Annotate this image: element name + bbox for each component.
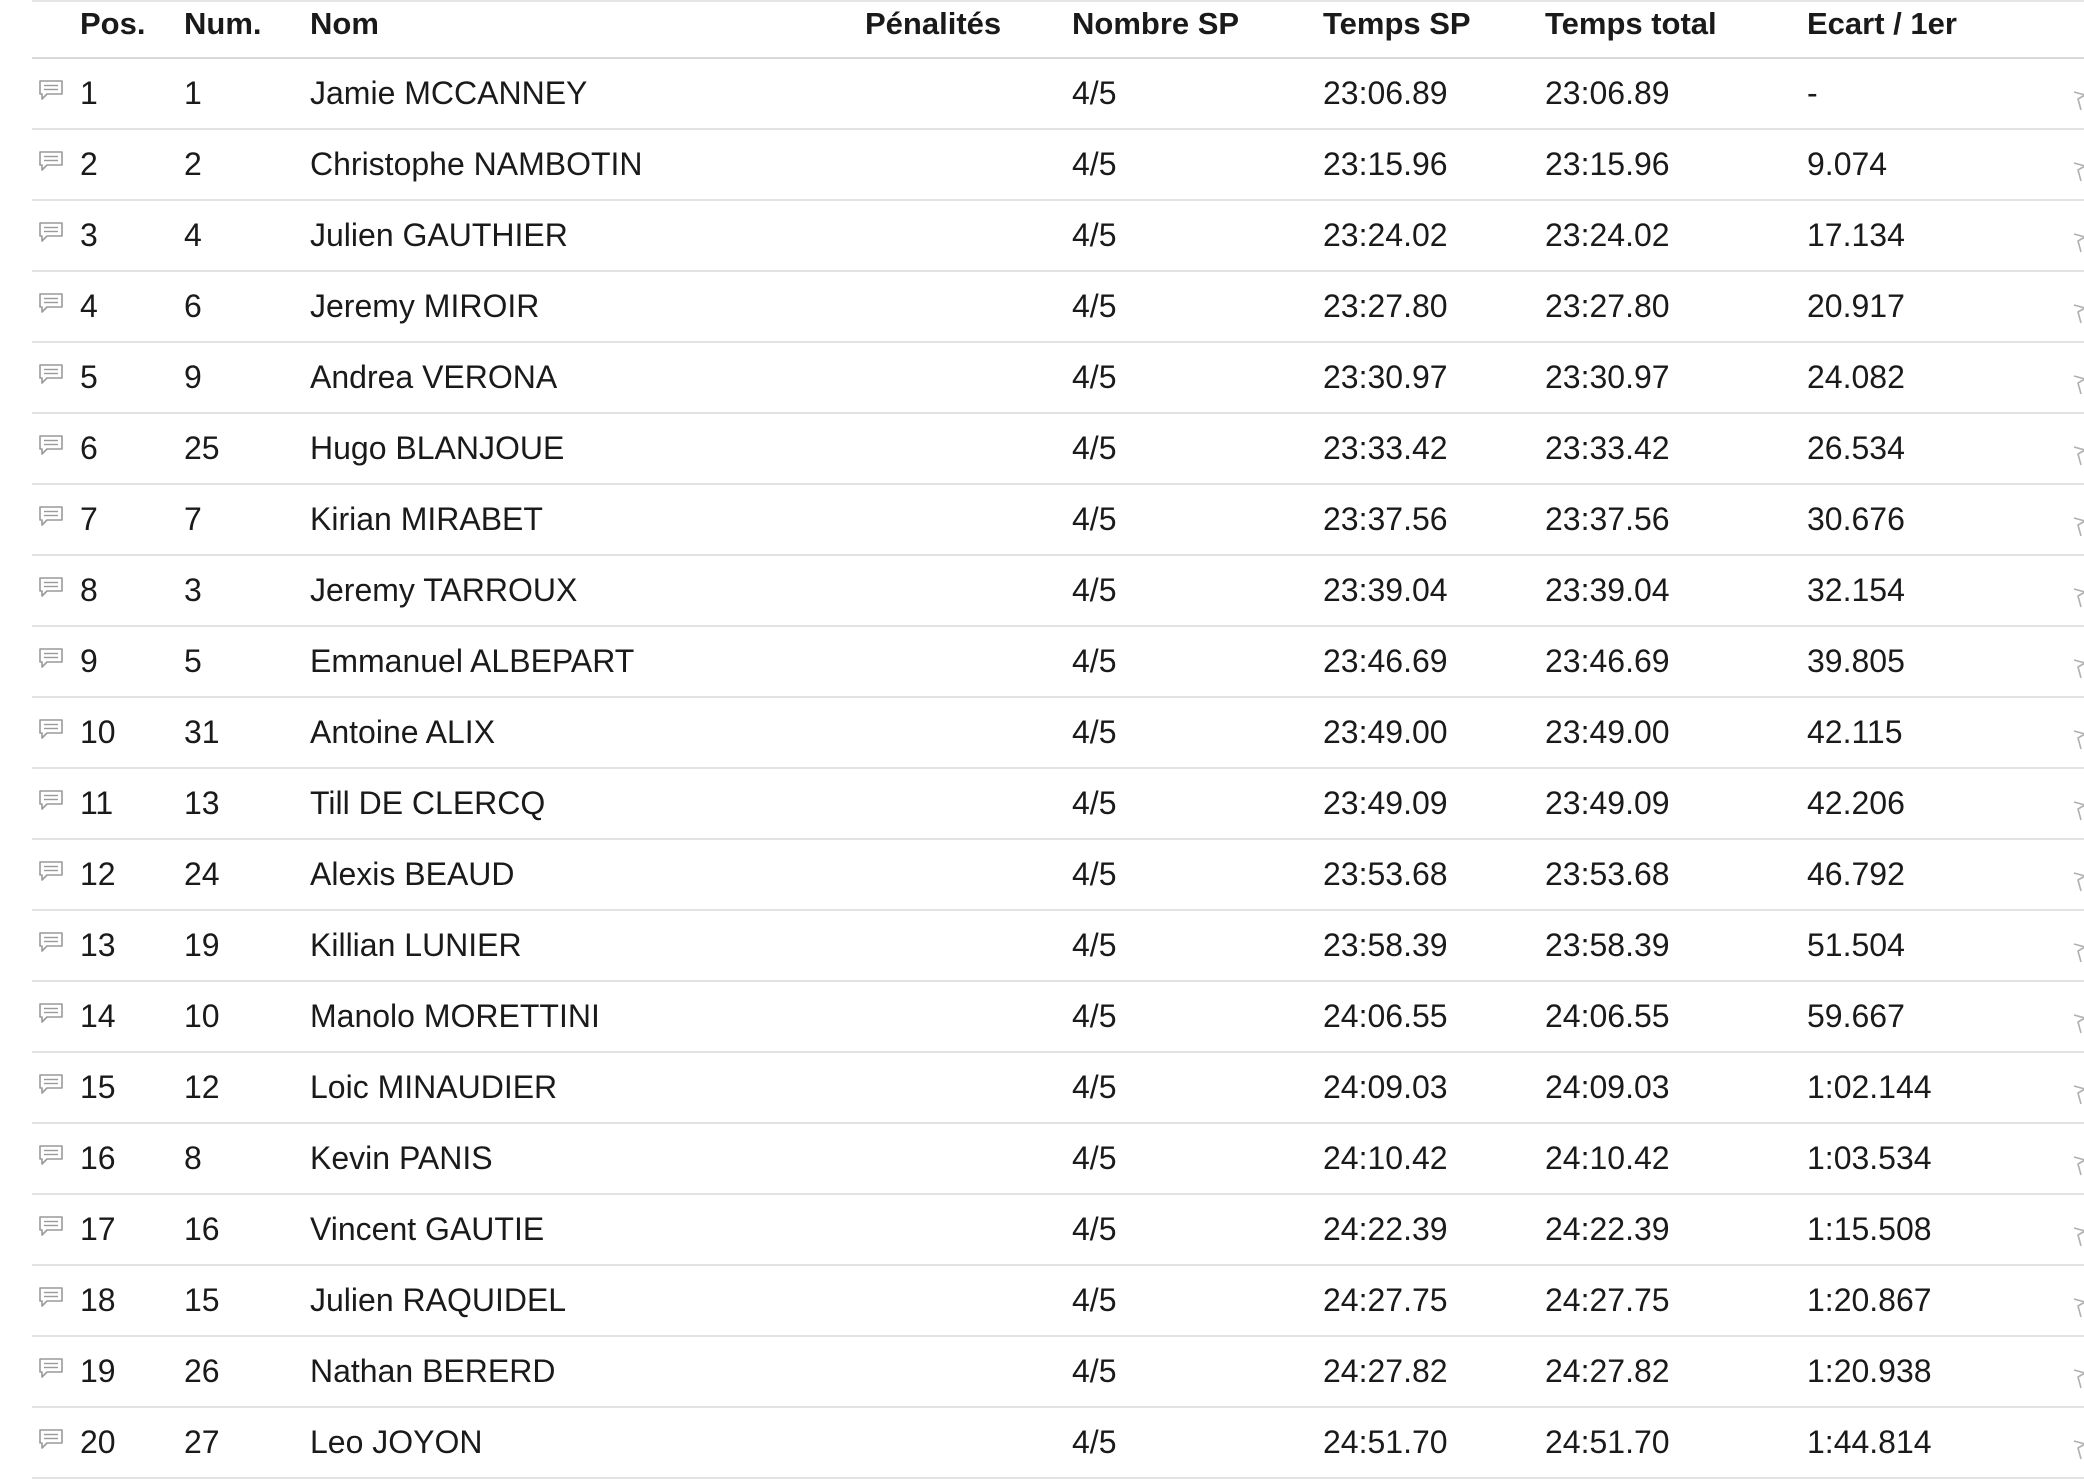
star-icon[interactable] — [2072, 586, 2084, 610]
comment-icon[interactable] — [38, 1002, 64, 1024]
cell-num: 19 — [184, 927, 220, 963]
table-row[interactable] — [32, 627, 2084, 698]
cell-temps-sp: 23:49.00 — [1323, 714, 1448, 750]
table-row[interactable] — [32, 59, 2084, 130]
cell-pos: 5 — [80, 359, 98, 395]
cell-temps-total: 23:37.56 — [1545, 501, 1670, 537]
cell-nom[interactable]: Alexis BEAUD — [310, 856, 515, 892]
cell-nombre-sp: 4/5 — [1072, 430, 1117, 466]
cell-temps-total: 24:06.55 — [1545, 998, 1670, 1034]
comment-icon[interactable] — [38, 718, 64, 740]
star-icon[interactable] — [2072, 728, 2084, 752]
comment-icon[interactable] — [38, 79, 64, 101]
table-row[interactable] — [32, 414, 2084, 485]
cell-ecart: 1:02.144 — [1807, 1069, 1932, 1105]
cell-num: 16 — [184, 1211, 220, 1247]
cell-nom[interactable]: Leo JOYON — [310, 1424, 483, 1460]
cell-ecart: 24.082 — [1807, 359, 1905, 395]
cell-num: 4 — [184, 217, 202, 253]
comment-icon[interactable] — [38, 292, 64, 314]
cell-temps-sp: 24:27.82 — [1323, 1353, 1448, 1389]
table-row[interactable] — [32, 343, 2084, 414]
star-icon[interactable] — [2072, 799, 2084, 823]
cell-temps-sp: 23:49.09 — [1323, 785, 1448, 821]
cell-nombre-sp: 4/5 — [1072, 1140, 1117, 1176]
cell-ecart: 17.134 — [1807, 217, 1905, 253]
cell-pos: 1 — [80, 75, 98, 111]
cell-temps-sp: 24:27.75 — [1323, 1282, 1448, 1318]
cell-temps-sp: 24:09.03 — [1323, 1069, 1448, 1105]
cell-nom[interactable]: Julien RAQUIDEL — [310, 1282, 567, 1318]
cell-num: 5 — [184, 643, 202, 679]
cell-num: 8 — [184, 1140, 202, 1176]
cell-temps-total: 24:27.75 — [1545, 1282, 1670, 1318]
comment-icon[interactable] — [38, 221, 64, 243]
cell-pos: 13 — [80, 927, 116, 963]
cell-num: 31 — [184, 714, 220, 750]
cell-nombre-sp: 4/5 — [1072, 1211, 1117, 1247]
header-temps-sp[interactable]: Temps SP — [1323, 6, 1471, 41]
cell-nombre-sp: 4/5 — [1072, 1282, 1117, 1318]
star-icon[interactable] — [2072, 302, 2084, 326]
cell-num: 12 — [184, 1069, 220, 1105]
star-icon[interactable] — [2072, 941, 2084, 965]
table-row[interactable] — [32, 272, 2084, 343]
cell-nom[interactable]: Jeremy MIROIR — [310, 288, 540, 324]
cell-nom[interactable]: Antoine ALIX — [310, 714, 496, 750]
cell-ecart: 1:20.867 — [1807, 1282, 1932, 1318]
header-num[interactable]: Num. — [184, 6, 262, 41]
cell-nombre-sp: 4/5 — [1072, 927, 1117, 963]
cell-num: 3 — [184, 572, 202, 608]
cell-temps-total: 23:15.96 — [1545, 146, 1670, 182]
comment-icon[interactable] — [38, 1215, 64, 1237]
cell-ecart: 26.534 — [1807, 430, 1905, 466]
cell-pos: 4 — [80, 288, 98, 324]
table-row[interactable] — [32, 840, 2084, 911]
cell-temps-total: 23:27.80 — [1545, 288, 1670, 324]
cell-num: 25 — [184, 430, 220, 466]
header-ecart[interactable]: Ecart / 1er — [1807, 6, 1957, 41]
cell-nombre-sp: 4/5 — [1072, 856, 1117, 892]
cell-temps-total: 23:53.68 — [1545, 856, 1670, 892]
comment-icon[interactable] — [38, 576, 64, 598]
cell-ecart: 32.154 — [1807, 572, 1905, 608]
cell-nombre-sp: 4/5 — [1072, 1069, 1117, 1105]
results-table — [32, 0, 2084, 1479]
cell-num: 7 — [184, 501, 202, 537]
comment-icon[interactable] — [38, 1357, 64, 1379]
cell-nombre-sp: 4/5 — [1072, 501, 1117, 537]
table-row[interactable] — [32, 485, 2084, 556]
cell-ecart: 39.805 — [1807, 643, 1905, 679]
table-row[interactable] — [32, 769, 2084, 840]
cell-pos: 17 — [80, 1211, 116, 1247]
cell-temps-sp: 23:15.96 — [1323, 146, 1448, 182]
cell-ecart: 20.917 — [1807, 288, 1905, 324]
cell-temps-sp: 23:39.04 — [1323, 572, 1448, 608]
header-penalites[interactable]: Pénalités — [865, 6, 1002, 41]
table-row[interactable] — [32, 698, 2084, 769]
cell-temps-sp: 23:46.69 — [1323, 643, 1448, 679]
cell-nombre-sp: 4/5 — [1072, 217, 1117, 253]
table-row[interactable] — [32, 1195, 2084, 1266]
star-icon[interactable] — [2072, 870, 2084, 894]
cell-temps-total: 23:24.02 — [1545, 217, 1670, 253]
cell-pos: 3 — [80, 217, 98, 253]
cell-nom[interactable]: Hugo BLANJOUE — [310, 430, 565, 466]
table-row[interactable] — [32, 1053, 2084, 1124]
cell-temps-total: 24:09.03 — [1545, 1069, 1670, 1105]
cell-num: 15 — [184, 1282, 220, 1318]
star-icon[interactable] — [2072, 1367, 2084, 1391]
header-temps-total[interactable]: Temps total — [1545, 6, 1717, 41]
table-row[interactable] — [32, 130, 2084, 201]
cell-nom[interactable]: Nathan BERERD — [310, 1353, 556, 1389]
cell-pos: 2 — [80, 146, 98, 182]
star-icon[interactable] — [2072, 444, 2084, 468]
cell-ecart: - — [1807, 75, 1818, 111]
cell-nombre-sp: 4/5 — [1072, 359, 1117, 395]
cell-nom[interactable]: Killian LUNIER — [310, 927, 522, 963]
cell-nom[interactable]: Jamie MCCANNEY — [310, 75, 588, 111]
cell-temps-total: 23:33.42 — [1545, 430, 1670, 466]
cell-ecart: 59.667 — [1807, 998, 1905, 1034]
table-row[interactable] — [32, 1124, 2084, 1195]
cell-pos: 16 — [80, 1140, 116, 1176]
cell-nom[interactable]: Kirian MIRABET — [310, 501, 543, 537]
star-icon[interactable] — [2072, 657, 2084, 681]
cell-nombre-sp: 4/5 — [1072, 146, 1117, 182]
star-icon[interactable] — [2072, 515, 2084, 539]
cell-pos: 11 — [80, 785, 114, 821]
cell-num: 2 — [184, 146, 202, 182]
cell-nombre-sp: 4/5 — [1072, 572, 1117, 608]
star-icon[interactable] — [2072, 1012, 2084, 1036]
cell-nombre-sp: 4/5 — [1072, 785, 1117, 821]
cell-num: 13 — [184, 785, 220, 821]
cell-nom[interactable]: Christophe NAMBOTIN — [310, 146, 643, 182]
cell-temps-total: 24:27.82 — [1545, 1353, 1670, 1389]
comment-icon[interactable] — [38, 860, 64, 882]
comment-icon[interactable] — [38, 363, 64, 385]
comment-icon[interactable] — [38, 434, 64, 456]
star-icon[interactable] — [2072, 1083, 2084, 1107]
cell-temps-total: 23:49.00 — [1545, 714, 1670, 750]
cell-temps-total: 23:49.09 — [1545, 785, 1670, 821]
cell-nom[interactable]: Jeremy TARROUX — [310, 572, 578, 608]
cell-pos: 12 — [80, 856, 116, 892]
header-nom[interactable]: Nom — [310, 6, 379, 41]
star-icon[interactable] — [2072, 1296, 2084, 1320]
table-row[interactable] — [32, 201, 2084, 272]
cell-pos: 20 — [80, 1424, 116, 1460]
cell-ecart: 30.676 — [1807, 501, 1905, 537]
cell-temps-sp: 23:30.97 — [1323, 359, 1448, 395]
table-row[interactable] — [32, 1266, 2084, 1337]
cell-temps-total: 23:39.04 — [1545, 572, 1670, 608]
cell-num: 24 — [184, 856, 220, 892]
cell-pos: 18 — [80, 1282, 116, 1318]
cell-nom[interactable]: Emmanuel ALBEPART — [310, 643, 635, 679]
cell-nom[interactable]: Julien GAUTHIER — [310, 217, 568, 253]
cell-temps-total: 24:10.42 — [1545, 1140, 1670, 1176]
header-pos[interactable]: Pos. — [80, 6, 146, 41]
cell-nom[interactable]: Andrea VERONA — [310, 359, 558, 395]
cell-temps-sp: 23:53.68 — [1323, 856, 1448, 892]
cell-pos: 19 — [80, 1353, 116, 1389]
cell-ecart: 1:15.508 — [1807, 1211, 1932, 1247]
cell-temps-total: 23:58.39 — [1545, 927, 1670, 963]
cell-ecart: 42.115 — [1807, 714, 1903, 750]
star-icon[interactable] — [2072, 1225, 2084, 1249]
cell-nombre-sp: 4/5 — [1072, 714, 1117, 750]
cell-nombre-sp: 4/5 — [1072, 288, 1117, 324]
cell-pos: 14 — [80, 998, 116, 1034]
cell-temps-total: 23:06.89 — [1545, 75, 1670, 111]
comment-icon[interactable] — [38, 505, 64, 527]
comment-icon[interactable] — [38, 1428, 64, 1450]
table-row[interactable] — [32, 556, 2084, 627]
comment-icon[interactable] — [38, 647, 64, 669]
cell-temps-total: 24:22.39 — [1545, 1211, 1670, 1247]
cell-pos: 9 — [80, 643, 98, 679]
cell-ecart: 51.504 — [1807, 927, 1905, 963]
cell-ecart: 1:03.534 — [1807, 1140, 1932, 1176]
cell-temps-total: 23:30.97 — [1545, 359, 1670, 395]
cell-pos: 8 — [80, 572, 98, 608]
cell-ecart: 9.074 — [1807, 146, 1888, 182]
table-row[interactable] — [32, 1408, 2084, 1479]
cell-ecart: 1:44.814 — [1807, 1424, 1932, 1460]
cell-nom[interactable]: Manolo MORETTINI — [310, 998, 600, 1034]
cell-nom[interactable]: Till DE CLERCQ — [310, 785, 546, 821]
cell-temps-sp: 24:10.42 — [1323, 1140, 1448, 1176]
cell-nombre-sp: 4/5 — [1072, 643, 1117, 679]
cell-ecart: 46.792 — [1807, 856, 1905, 892]
cell-pos: 7 — [80, 501, 98, 537]
cell-pos: 6 — [80, 430, 98, 466]
cell-num: 1 — [184, 75, 202, 111]
cell-nom[interactable]: Vincent GAUTIE — [310, 1211, 545, 1247]
cell-num: 26 — [184, 1353, 220, 1389]
cell-ecart: 42.206 — [1807, 785, 1905, 821]
cell-temps-sp: 23:24.02 — [1323, 217, 1448, 253]
cell-nombre-sp: 4/5 — [1072, 1424, 1117, 1460]
cell-num: 10 — [184, 998, 220, 1034]
cell-nombre-sp: 4/5 — [1072, 998, 1117, 1034]
cell-temps-sp: 23:27.80 — [1323, 288, 1448, 324]
table-header — [32, 0, 2084, 59]
star-icon[interactable] — [2072, 1154, 2084, 1178]
star-icon[interactable] — [2072, 231, 2084, 255]
cell-temps-sp: 23:06.89 — [1323, 75, 1448, 111]
cell-temps-total: 24:51.70 — [1545, 1424, 1670, 1460]
cell-ecart: 1:20.938 — [1807, 1353, 1932, 1389]
cell-nombre-sp: 4/5 — [1072, 1353, 1117, 1389]
cell-temps-sp: 24:22.39 — [1323, 1211, 1448, 1247]
cell-num: 9 — [184, 359, 202, 395]
star-icon[interactable] — [2072, 1438, 2084, 1462]
table-body — [32, 59, 2084, 1479]
star-icon[interactable] — [2072, 373, 2084, 397]
star-icon[interactable] — [2072, 160, 2084, 184]
cell-nom[interactable]: Loic MINAUDIER — [310, 1069, 558, 1105]
comment-icon[interactable] — [38, 1144, 64, 1166]
table-row[interactable] — [32, 1337, 2084, 1408]
cell-temps-sp: 24:06.55 — [1323, 998, 1448, 1034]
cell-temps-sp: 24:51.70 — [1323, 1424, 1448, 1460]
cell-temps-sp: 23:37.56 — [1323, 501, 1448, 537]
star-icon[interactable] — [2072, 89, 2084, 113]
comment-icon[interactable] — [38, 789, 64, 811]
cell-num: 27 — [184, 1424, 220, 1460]
cell-temps-sp: 23:58.39 — [1323, 927, 1448, 963]
comment-icon[interactable] — [38, 1073, 64, 1095]
table-row[interactable] — [32, 982, 2084, 1053]
cell-temps-sp: 23:33.42 — [1323, 430, 1448, 466]
comment-icon[interactable] — [38, 931, 64, 953]
comment-icon[interactable] — [38, 1286, 64, 1308]
table-row[interactable] — [32, 911, 2084, 982]
comment-icon[interactable] — [38, 150, 64, 172]
cell-nom[interactable]: Kevin PANIS — [310, 1140, 493, 1176]
cell-num: 6 — [184, 288, 202, 324]
cell-nombre-sp: 4/5 — [1072, 75, 1117, 111]
cell-pos: 15 — [80, 1069, 116, 1105]
header-nombre-sp[interactable]: Nombre SP — [1072, 6, 1240, 41]
cell-temps-total: 23:46.69 — [1545, 643, 1670, 679]
cell-pos: 10 — [80, 714, 116, 750]
